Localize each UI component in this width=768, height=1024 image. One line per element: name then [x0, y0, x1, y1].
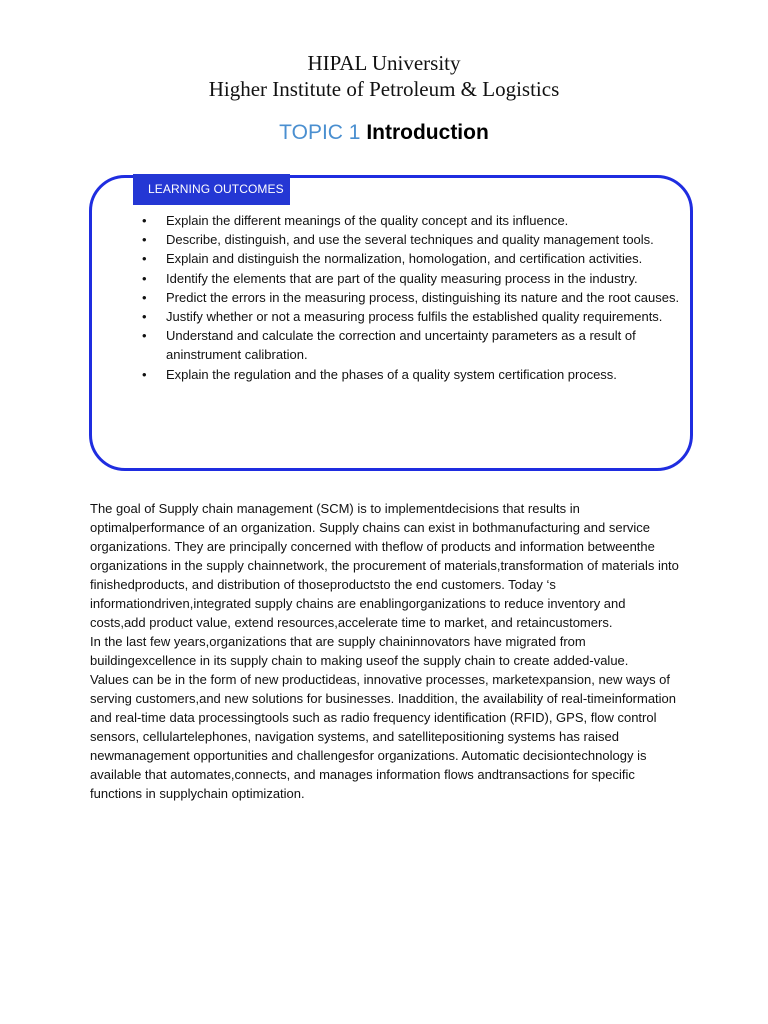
body-paragraph: Values can be in the form of new productideas, innovative processes, marketexpansion, new ways of serving customers,and new solutions for businesses. Inaddition, the availability of real-timeinformation and real-time data processingtools such as radio frequency identification (RFID), GPS, flow control sensors, cellulartelephones, navigation systems, and satellitepositioning systems has raised newmanagement opportunities and challengesfor organizations. Automatic decisiontechnology is available that automates,connects, and manages information flows andtransactions for specific functions in supplychain optimization.: [90, 672, 677, 801]
body-text: [90, 499, 680, 803]
outcome-text: Explain the different meanings of the quality concept and its influence.: [166, 213, 569, 228]
list-item: [142, 307, 682, 326]
outcome-text: Explain and distinguish the normalization, homologation, and certification activities.: [166, 251, 643, 267]
bullet-icon: •: [142, 270, 147, 286]
outcome-text: Predict the errors in the measuring process, distinguishing its nature and the root causes.: [166, 289, 680, 305]
university-name: HIPAL University: [307, 51, 461, 75]
outcome-text: Explain the regulation and the phases of a quality system certification process.: [166, 366, 617, 382]
bullet-icon: •: [142, 328, 147, 344]
body-paragraph: The goal of Supply chain management (SCM) is to implementdecisions that results in optimalperformance of an organization. Supply chains can exist in bothmanufacturing and service organizations. They are principally concerned with theflow of products and information betweenthe organizations in the supply chainnetwork, the procurement of materials,transformation of materials into finishedproducts, and distribution of thoseproductsto the end customers. Today ‘s informationdriven,integrated supply chains are enablingorganizations to reduce inventory and costs,add product value, extend resources,accelerate time to market, and retaincustomers.: [90, 501, 679, 630]
outcome-text: Justify whether or not a measuring process fulfils the established quality requirements.: [166, 309, 663, 325]
bullet-icon: •: [142, 213, 147, 228]
learning-outcomes-label: LEARNING OUTCOMES: [133, 174, 290, 205]
list-item: [142, 365, 682, 384]
list-item: [142, 288, 682, 307]
topic-heading: [0, 119, 768, 147]
bullet-icon: •: [142, 366, 147, 382]
bullet-icon: •: [142, 289, 147, 305]
outcome-text: Understand and calculate the correction and uncertainty parameters as a result of aninstrument calibration.: [166, 328, 636, 363]
list-item: [142, 249, 682, 268]
outcome-text: Describe, distinguish, and use the several techniques and quality management tools.: [166, 232, 654, 248]
body-paragraph: In the last few years,organizations that are supply chaininnovators have migrated from buildingexcellence in its supply chain to making useof the supply chain to create added-value.: [90, 634, 629, 668]
document-header: [0, 50, 768, 102]
outcome-text: Identify the elements that are part of the quality measuring process in the industry.: [166, 270, 638, 286]
bullet-icon: •: [142, 251, 147, 267]
institute-name: Higher Institute of Petroleum & Logistics: [208, 77, 560, 101]
list-item: [142, 269, 682, 288]
topic-title: Introduction: [366, 121, 489, 144]
topic-number: TOPIC 1: [279, 121, 361, 144]
list-item: [142, 230, 682, 249]
bullet-icon: •: [142, 232, 147, 248]
learning-outcomes-list: [142, 211, 682, 384]
list-item: [142, 326, 682, 364]
bullet-icon: •: [142, 309, 147, 325]
list-item: [142, 211, 682, 230]
